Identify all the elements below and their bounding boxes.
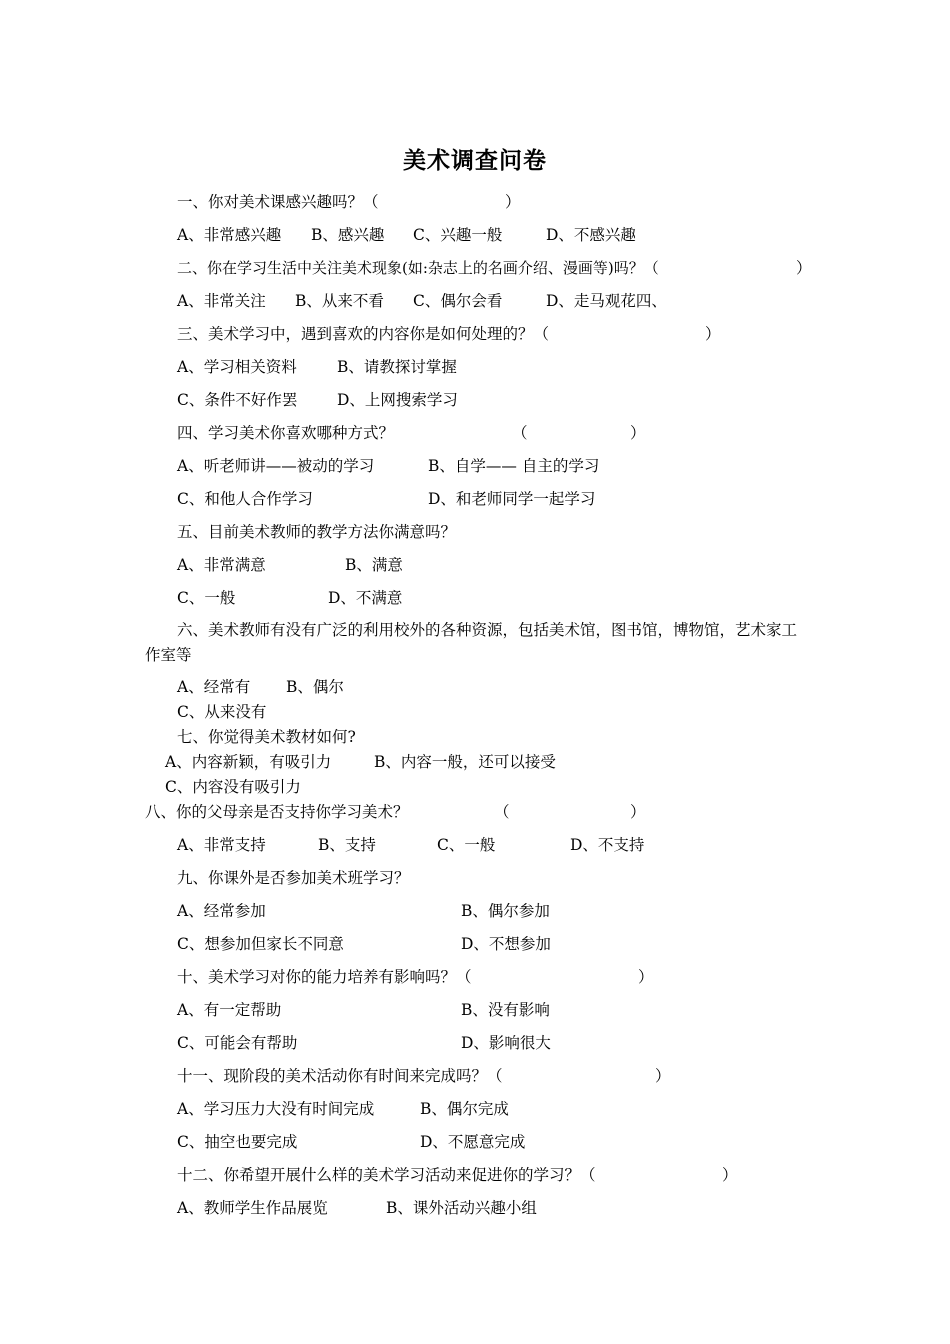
q9-option-c: C、想参加但家长不同意 <box>177 935 344 953</box>
question-2: 二、你在学习生活中关注美术现象(如:杂志上的名画介绍、漫画等)吗？（ <box>177 259 659 277</box>
q5-option-d: D、不满意 <box>328 589 403 607</box>
page-title: 美术调查问卷 <box>403 148 547 174</box>
q10-option-d: D、影响很大 <box>461 1034 551 1052</box>
question-4-open: （ <box>512 424 528 442</box>
question-11: 十一、现阶段的美术活动你有时间来完成吗？（ <box>177 1067 503 1085</box>
q4-option-d: D、和老师同学一起学习 <box>428 490 596 508</box>
question-1: 一、你对美术课感兴趣吗？（ <box>177 193 379 211</box>
question-3-close: ） <box>705 325 721 343</box>
q7-option-b: B、内容一般，还可以接受 <box>374 753 556 771</box>
question-8-close: ） <box>630 803 646 821</box>
q7-option-c: C、内容没有吸引力 <box>165 778 301 796</box>
q1-option-d: D、不感兴趣 <box>546 226 636 244</box>
q2-option-a: A、非常关注 <box>177 292 266 310</box>
question-1-close: ） <box>505 193 521 211</box>
question-8: 八、你的父母亲是否支持你学习美术？ <box>145 803 409 821</box>
q8-option-b: B、支持 <box>318 836 376 854</box>
question-5: 五、目前美术教师的教学方法你满意吗？ <box>177 523 457 541</box>
q10-option-a: A、有一定帮助 <box>177 1001 282 1019</box>
q4-option-c: C、和他人合作学习 <box>177 490 313 508</box>
q2-option-b: B、从来不看 <box>295 292 384 310</box>
q11-option-c: C、抽空也要完成 <box>177 1133 298 1151</box>
question-8-open: （ <box>494 803 510 821</box>
q8-option-d: D、不支持 <box>570 836 645 854</box>
q4-option-b: B、自学—— 自主的学习 <box>428 457 600 475</box>
q8-option-c: C、一般 <box>437 836 496 854</box>
question-12-close: ） <box>722 1166 738 1184</box>
q11-option-d: D、不愿意完成 <box>420 1133 526 1151</box>
question-9: 九、你课外是否参加美术班学习？ <box>177 869 410 887</box>
q12-option-a: A、教师学生作品展览 <box>177 1199 328 1217</box>
q7-option-a: A、内容新颖，有吸引力 <box>165 753 332 771</box>
q11-option-a: A、学习压力大没有时间完成 <box>177 1100 375 1118</box>
q6-option-b: B、偶尔 <box>286 678 344 696</box>
q10-option-c: C、可能会有帮助 <box>177 1034 298 1052</box>
q9-option-b: B、偶尔参加 <box>461 902 550 920</box>
q12-option-b: B、课外活动兴趣小组 <box>386 1199 537 1217</box>
q2-option-c: C、偶尔会看 <box>413 292 503 310</box>
q3-option-d: D、上网搜索学习 <box>337 391 458 409</box>
question-6: 六、美术教师有没有广泛的利用校外的各种资源，包括美术馆，图书馆，博物馆，艺术家工作室等 <box>145 621 798 664</box>
q3-option-b: B、请教探讨掌握 <box>337 358 457 376</box>
q8-option-a: A、非常支持 <box>177 836 266 854</box>
q10-option-b: B、没有影响 <box>461 1001 550 1019</box>
question-2-close: ） <box>796 259 812 277</box>
q2-option-d: D、走马观花四、 <box>546 292 667 310</box>
question-12: 十二、你希望开展什么样的美术学习活动来促进你的学习？（ <box>177 1166 596 1184</box>
question-4-close: ） <box>630 424 646 442</box>
q1-option-b: B、感兴趣 <box>311 226 385 244</box>
q5-option-b: B、满意 <box>345 556 403 574</box>
q9-option-a: A、经常参加 <box>177 902 266 920</box>
question-4: 四、学习美术你喜欢哪种方式？ <box>177 424 395 442</box>
question-11-close: ） <box>655 1067 671 1085</box>
q11-option-b: B、偶尔完成 <box>420 1100 509 1118</box>
q5-option-c: C、一般 <box>177 589 236 607</box>
question-10: 十、美术学习对你的能力培养有影响吗？（ <box>177 968 472 986</box>
q3-option-c: C、条件不好作罢 <box>177 391 298 409</box>
q1-option-c: C、兴趣一般 <box>413 226 503 244</box>
q9-option-d: D、不想参加 <box>461 935 551 953</box>
question-3: 三、美术学习中，遇到喜欢的内容你是如何处理的？（ <box>177 325 550 343</box>
q1-option-a: A、非常感兴趣 <box>177 226 282 244</box>
q3-option-a: A、学习相关资料 <box>177 358 297 376</box>
q6-option-c: C、从来没有 <box>177 703 267 721</box>
question-10-close: ） <box>638 968 654 986</box>
question-7: 七、你觉得美术教材如何? <box>177 728 356 746</box>
q6-option-a: A、经常有 <box>177 678 251 696</box>
q4-option-a: A、听老师讲——被动的学习 <box>177 457 375 475</box>
q5-option-a: A、非常满意 <box>177 556 266 574</box>
